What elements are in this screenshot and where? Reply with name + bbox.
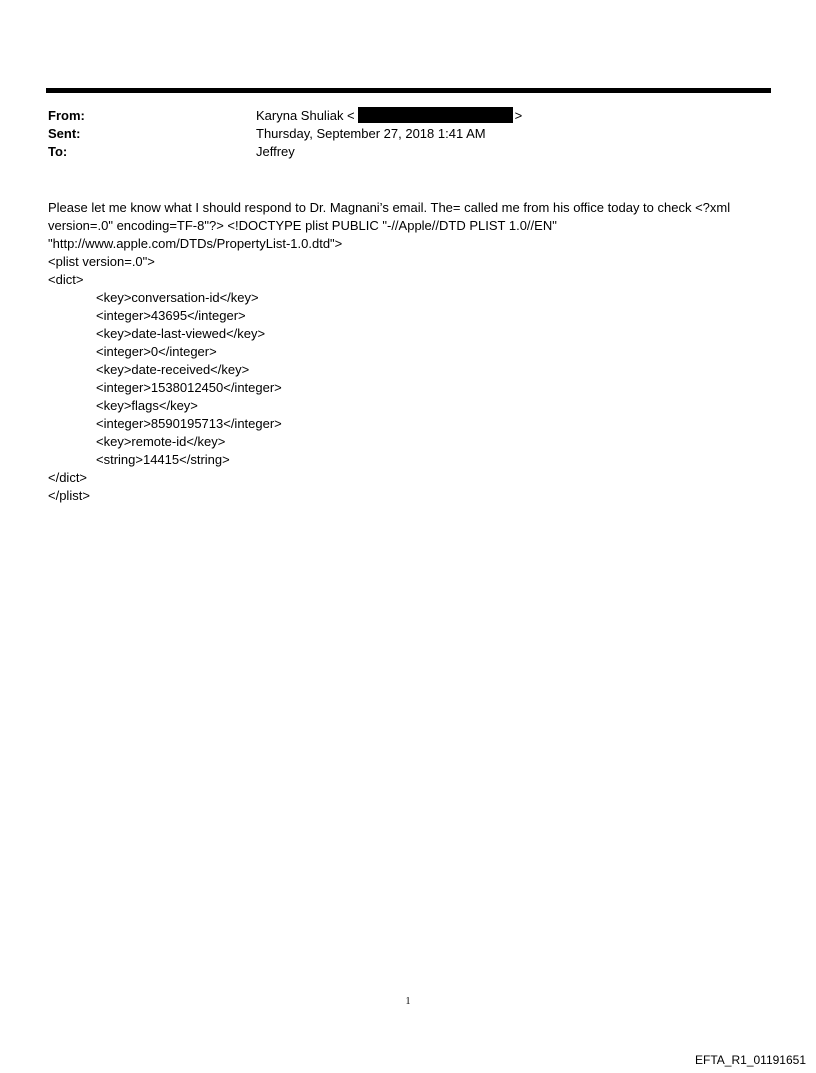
from-label: From: xyxy=(48,108,85,123)
from-value xyxy=(256,107,522,124)
dict-open-line: <dict> xyxy=(48,272,84,287)
email-body xyxy=(48,199,768,505)
dict-entry: <string>14415</string> xyxy=(96,452,230,467)
dict-entry: <key>conversation-id</key> xyxy=(96,290,259,305)
dict-close-line: </dict> xyxy=(48,470,88,485)
to-value: Jeffrey xyxy=(256,144,295,159)
redaction-box xyxy=(358,107,513,123)
dict-entry: <key>flags</key> xyxy=(96,398,198,413)
dict-entry: <key>date-last-viewed</key> xyxy=(96,326,266,341)
plist-open-line: <plist version=.0"> xyxy=(48,254,155,269)
bates-number: EFTA_R1_01191651 xyxy=(695,1053,806,1067)
dict-entry: <key>date-received</key> xyxy=(96,362,250,377)
sent-label: Sent: xyxy=(48,126,81,141)
body-line: Please let me know what I should respond to Dr. Magnani’s email. The= called me from his office today to check <?xml xyxy=(48,200,731,215)
page-number: 1 xyxy=(405,996,411,1007)
dict-entry: <integer>0</integer> xyxy=(96,344,217,359)
body-line: "http://www.apple.com/DTDs/PropertyList-1.0.dtd"> xyxy=(48,236,343,251)
dict-entry: <key>remote-id</key> xyxy=(96,434,226,449)
dict-entry: <integer>8590195713</integer> xyxy=(96,416,282,431)
dict-entry: <integer>43695</integer> xyxy=(96,308,246,323)
to-label: To: xyxy=(48,144,68,159)
plist-close-line: </plist> xyxy=(48,488,90,503)
dict-entry: <integer>1538012450</integer> xyxy=(96,380,282,395)
sender-email-close: > xyxy=(514,108,523,123)
sent-value: Thursday, September 27, 2018 1:41 AM xyxy=(256,126,486,141)
header-divider xyxy=(46,88,771,93)
body-line: version=.0" encoding=TF-8"?> <!DOCTYPE plist PUBLIC "-//Apple//DTD PLIST 1.0//EN" xyxy=(48,218,557,233)
sender-name: Karyna Shuliak < xyxy=(256,108,355,123)
